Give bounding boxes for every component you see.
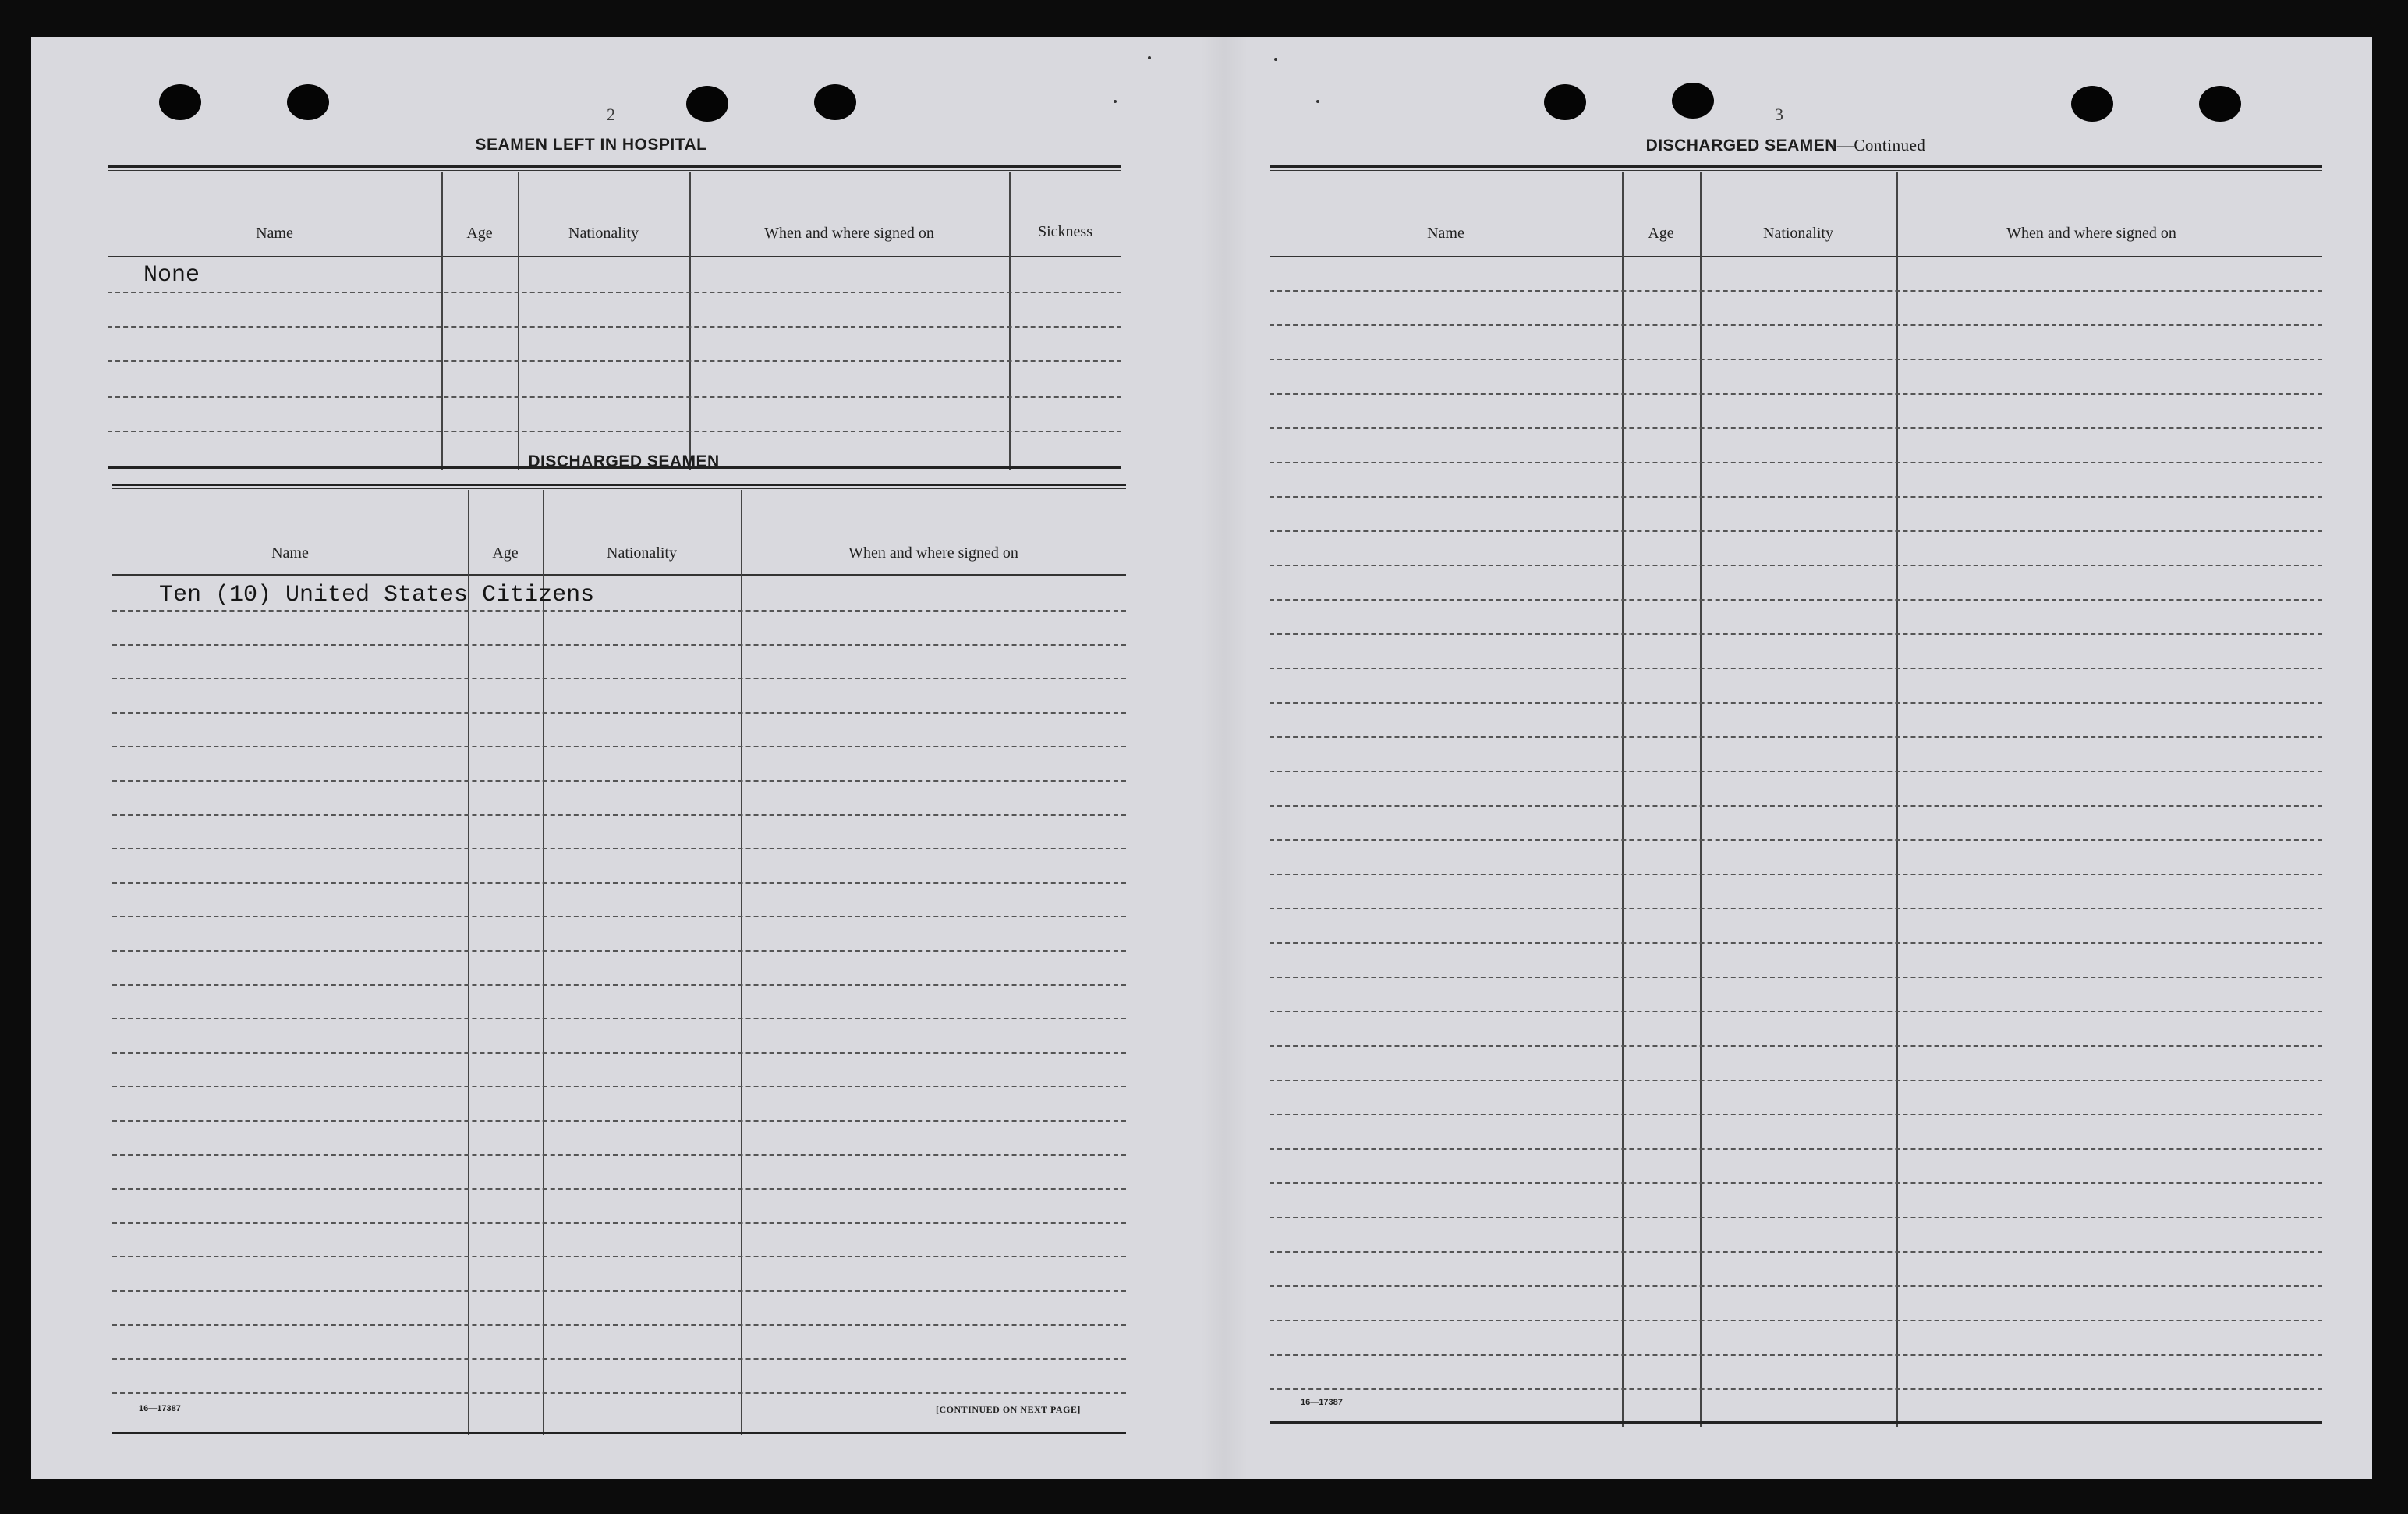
table-row-rule bbox=[1270, 324, 2322, 326]
table-row-rule bbox=[1270, 908, 2322, 909]
table-row-rule bbox=[112, 882, 1126, 884]
right-section-title-suffix: —Continued bbox=[1836, 136, 1926, 154]
hospital-col-signed-on: When and where signed on bbox=[764, 225, 934, 242]
table-row-rule bbox=[1270, 839, 2322, 841]
left-page-number: 2 bbox=[607, 105, 615, 124]
table-row-rule bbox=[1270, 633, 2322, 635]
table-row-rule bbox=[1270, 565, 2322, 566]
table-row-rule bbox=[1270, 599, 2322, 601]
table-row-rule bbox=[1270, 1388, 2322, 1390]
table-row-rule bbox=[112, 1358, 1126, 1360]
right-section-title-main: DISCHARGED SEAMEN bbox=[1645, 137, 1837, 154]
right-discharged-table bbox=[1270, 165, 2322, 1429]
discharged-table bbox=[112, 484, 1126, 1437]
table-row-rule bbox=[1270, 1354, 2322, 1356]
table-row-rule bbox=[1270, 736, 2322, 738]
punch-hole bbox=[159, 84, 201, 120]
left-form-number: 16—17387 bbox=[139, 1404, 181, 1413]
right-section-title bbox=[1552, 136, 2020, 155]
punch-hole bbox=[2199, 86, 2241, 122]
speck bbox=[1316, 100, 1319, 103]
table-row-rule bbox=[1270, 1011, 2322, 1012]
table-row-rule bbox=[112, 780, 1126, 782]
table-row-rule bbox=[112, 1290, 1126, 1292]
punch-hole bbox=[2071, 86, 2113, 122]
table-row-rule bbox=[112, 814, 1126, 816]
table-row-rule bbox=[112, 984, 1126, 986]
table-row-rule bbox=[1270, 668, 2322, 669]
table-row-rule bbox=[1270, 942, 2322, 944]
table-row-rule bbox=[112, 1086, 1126, 1087]
table-row-rule bbox=[112, 950, 1126, 952]
right-col-signed-on: When and where signed on bbox=[2006, 225, 2176, 242]
table-row-rule bbox=[112, 678, 1126, 679]
continued-note: [CONTINUED ON NEXT PAGE] bbox=[936, 1404, 1081, 1415]
table-row-rule bbox=[1270, 1182, 2322, 1184]
hospital-col-sickness: Sickness bbox=[1038, 223, 1092, 240]
table-row-rule bbox=[1270, 1251, 2322, 1253]
table-row-rule bbox=[1270, 496, 2322, 498]
table-row-rule bbox=[112, 1324, 1126, 1326]
table-row-rule bbox=[1270, 977, 2322, 978]
table-row-rule bbox=[112, 712, 1126, 714]
table-row-rule bbox=[112, 1222, 1126, 1224]
page-fold bbox=[1201, 37, 1248, 1479]
table-row-rule bbox=[1270, 427, 2322, 429]
speck bbox=[1114, 100, 1117, 103]
table-row-rule bbox=[112, 1392, 1126, 1394]
table-row-rule bbox=[1270, 359, 2322, 360]
hospital-table bbox=[108, 165, 1121, 470]
discharged-col-age: Age bbox=[492, 544, 519, 562]
discharged-col-nationality: Nationality bbox=[607, 544, 677, 562]
punch-hole bbox=[287, 84, 329, 120]
discharged-col-signed-on: When and where signed on bbox=[848, 544, 1018, 562]
hospital-col-nationality: Nationality bbox=[568, 225, 639, 242]
table-row-rule bbox=[112, 746, 1126, 747]
hospital-col-name: Name bbox=[256, 225, 293, 242]
table-row-rule bbox=[112, 1188, 1126, 1190]
right-form-number: 16—17387 bbox=[1301, 1398, 1343, 1407]
punch-hole bbox=[1544, 84, 1586, 120]
discharged-entry: Ten (10) United States Citizens bbox=[159, 582, 595, 608]
table-row-rule bbox=[112, 1120, 1126, 1122]
discharged-col-name: Name bbox=[271, 544, 309, 562]
table-row-rule bbox=[1270, 702, 2322, 704]
right-page-number: 3 bbox=[1775, 105, 1783, 124]
hospital-section-title: SEAMEN LEFT IN HOSPITAL bbox=[475, 136, 707, 154]
table-row-rule bbox=[112, 644, 1126, 646]
right-col-name: Name bbox=[1427, 225, 1464, 242]
table-row-rule bbox=[1270, 874, 2322, 875]
speck bbox=[1148, 56, 1151, 59]
table-row-rule bbox=[112, 1052, 1126, 1054]
table-row-rule bbox=[1270, 290, 2322, 292]
right-col-nationality: Nationality bbox=[1763, 225, 1833, 242]
right-col-age: Age bbox=[1648, 225, 1674, 242]
table-row-rule bbox=[1270, 393, 2322, 395]
table-row-rule bbox=[1270, 1045, 2322, 1047]
table-row-rule bbox=[1270, 1080, 2322, 1081]
punch-hole bbox=[686, 86, 728, 122]
punch-hole bbox=[814, 84, 856, 120]
table-row-rule bbox=[112, 1018, 1126, 1019]
table-row-rule bbox=[112, 848, 1126, 849]
table-row-rule bbox=[1270, 1217, 2322, 1218]
hospital-col-age: Age bbox=[466, 225, 493, 242]
table-row-rule bbox=[1270, 530, 2322, 532]
punch-hole bbox=[1672, 83, 1714, 119]
discharged-section-title: DISCHARGED SEAMEN bbox=[528, 452, 720, 470]
speck bbox=[1274, 58, 1277, 61]
document-sheet bbox=[31, 37, 2372, 1479]
table-row-rule bbox=[112, 1256, 1126, 1257]
table-row-rule bbox=[1270, 771, 2322, 772]
table-row-rule bbox=[1270, 462, 2322, 463]
table-row-rule bbox=[1270, 1148, 2322, 1150]
table-row-rule bbox=[112, 1154, 1126, 1156]
table-row-rule bbox=[1270, 1114, 2322, 1115]
hospital-entry: None bbox=[143, 262, 200, 289]
table-row-rule bbox=[112, 610, 1126, 612]
table-row-rule bbox=[112, 916, 1126, 917]
table-row-rule bbox=[1270, 805, 2322, 807]
table-row-rule bbox=[1270, 1320, 2322, 1321]
table-row-rule bbox=[1270, 1285, 2322, 1287]
